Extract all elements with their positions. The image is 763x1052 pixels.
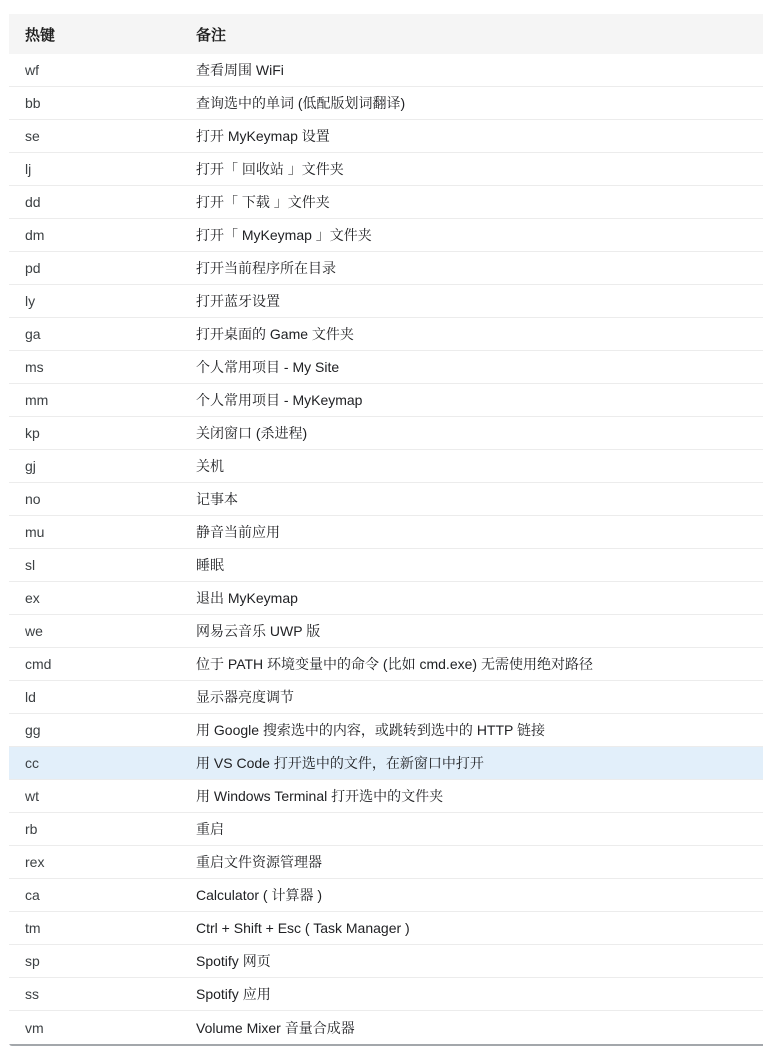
- note-cell: 显示器亮度调节: [196, 689, 294, 705]
- note-cell: 网易云音乐 UWP 版: [196, 623, 321, 639]
- hotkey-cell: rb: [25, 821, 38, 837]
- table-row: [9, 285, 763, 318]
- note-cell: 打开 MyKeymap 设置: [196, 128, 330, 144]
- hotkey-cell: mm: [25, 392, 49, 408]
- hotkey-cell: pd: [25, 260, 41, 276]
- note-cell: Spotify 应用: [196, 986, 271, 1002]
- note-cell: Calculator ( 计算器 ): [196, 887, 323, 903]
- table-row: [9, 417, 763, 450]
- table-row: [9, 384, 763, 417]
- table-row: [9, 813, 763, 846]
- note-cell: 关闭窗口 (杀进程): [196, 425, 308, 441]
- note-cell: 用 Windows Terminal 打开选中的文件夹: [196, 788, 444, 804]
- table-row: [9, 912, 763, 945]
- hotkey-cell: rex: [25, 854, 45, 870]
- table-row: [9, 681, 763, 714]
- hotkey-cell: gj: [25, 458, 36, 474]
- note-cell: Volume Mixer 音量合成器: [196, 1019, 355, 1036]
- table-row: [9, 582, 763, 615]
- hotkey-cell: cmd: [25, 656, 52, 672]
- table-row: [9, 186, 763, 219]
- hotkey-cell: ly: [25, 293, 36, 309]
- hotkey-cell: ms: [25, 359, 44, 375]
- hotkey-cell: cc: [25, 755, 39, 771]
- hotkey-cell: bb: [25, 95, 41, 111]
- table-row: [9, 780, 763, 813]
- note-cell: Ctrl + Shift + Esc ( Task Manager ): [196, 920, 410, 936]
- table-row: [9, 978, 763, 1011]
- table-row: [9, 351, 763, 384]
- note-cell: 睡眠: [196, 557, 224, 573]
- table-row: [9, 54, 763, 87]
- table-row: [9, 483, 763, 516]
- note-cell: 查看周围 WiFi: [196, 62, 284, 78]
- table-row: [9, 450, 763, 483]
- table-row: [9, 120, 763, 153]
- hotkey-cell: dd: [25, 194, 41, 210]
- hotkey-cell: wt: [25, 788, 39, 804]
- hotkey-cell: wf: [25, 62, 39, 78]
- hotkey-cell: mu: [25, 524, 45, 540]
- hotkey-cell: ga: [25, 326, 41, 342]
- header-note: 备注: [196, 26, 227, 44]
- table-body: [9, 54, 763, 1044]
- note-cell: 打开「 下载 」文件夹: [196, 194, 330, 210]
- note-cell: 用 VS Code 打开选中的文件，在新窗口中打开: [196, 755, 484, 771]
- note-cell: 静音当前应用: [196, 524, 280, 540]
- hotkey-cell: se: [25, 128, 40, 144]
- hotkey-cell: ld: [25, 689, 36, 705]
- header-hotkey: 热键: [25, 26, 56, 44]
- table-row: [9, 549, 763, 582]
- table-row: [9, 846, 763, 879]
- note-cell: Spotify 网页: [196, 953, 271, 969]
- note-cell: 记事本: [196, 491, 238, 507]
- note-cell: 打开蓝牙设置: [196, 293, 280, 309]
- hotkey-cell: tm: [25, 920, 41, 936]
- note-cell: 关机: [196, 458, 224, 474]
- note-cell: 退出 MyKeymap: [196, 590, 298, 606]
- hotkey-cell: ss: [25, 986, 39, 1002]
- table-row: [9, 153, 763, 186]
- table-row: [9, 87, 763, 120]
- hotkey-cell: vm: [25, 1019, 44, 1036]
- note-cell: 位于 PATH 环境变量中的命令 (比如 cmd.exe) 无需使用绝对路径: [196, 656, 593, 672]
- note-cell: 打开「 回收站 」文件夹: [196, 161, 344, 177]
- table-header-row: [9, 14, 763, 54]
- table-row: [9, 945, 763, 978]
- note-cell: 个人常用项目 - My Site: [196, 359, 340, 375]
- note-cell: 打开「 MyKeymap 」文件夹: [196, 227, 372, 243]
- hotkey-cell: gg: [25, 722, 41, 738]
- table-row: [9, 615, 763, 648]
- note-cell: 打开当前程序所在目录: [196, 260, 336, 276]
- hotkey-cell: sl: [25, 557, 36, 573]
- note-cell: 个人常用项目 - MyKeymap: [196, 392, 363, 408]
- table-row: [9, 516, 763, 549]
- table-row: [9, 648, 763, 681]
- hotkey-cell: lj: [25, 161, 32, 177]
- note-cell: 打开桌面的 Game 文件夹: [196, 326, 354, 342]
- table-row-highlighted: [9, 747, 763, 780]
- table-row: [9, 879, 763, 912]
- table-row: [9, 318, 763, 351]
- note-cell: 查询选中的单词 (低配版划词翻译): [196, 95, 406, 111]
- hotkey-cell: kp: [25, 425, 40, 441]
- hotkey-table: [9, 14, 763, 1046]
- table-row: [9, 714, 763, 747]
- note-cell: 重启文件资源管理器: [196, 854, 322, 870]
- note-cell: 用 Google 搜索选中的内容，或跳转到选中的 HTTP 链接: [196, 722, 546, 738]
- table-row: [9, 219, 763, 252]
- hotkey-cell: we: [25, 623, 43, 639]
- hotkey-cell: dm: [25, 227, 45, 243]
- hotkey-cell: no: [25, 491, 41, 507]
- hotkey-cell: ex: [25, 590, 40, 606]
- note-cell: 重启: [196, 821, 224, 837]
- hotkey-cell: sp: [25, 953, 40, 969]
- hotkey-cell: ca: [25, 887, 40, 903]
- table-row: [9, 252, 763, 285]
- table-row: [9, 1011, 763, 1044]
